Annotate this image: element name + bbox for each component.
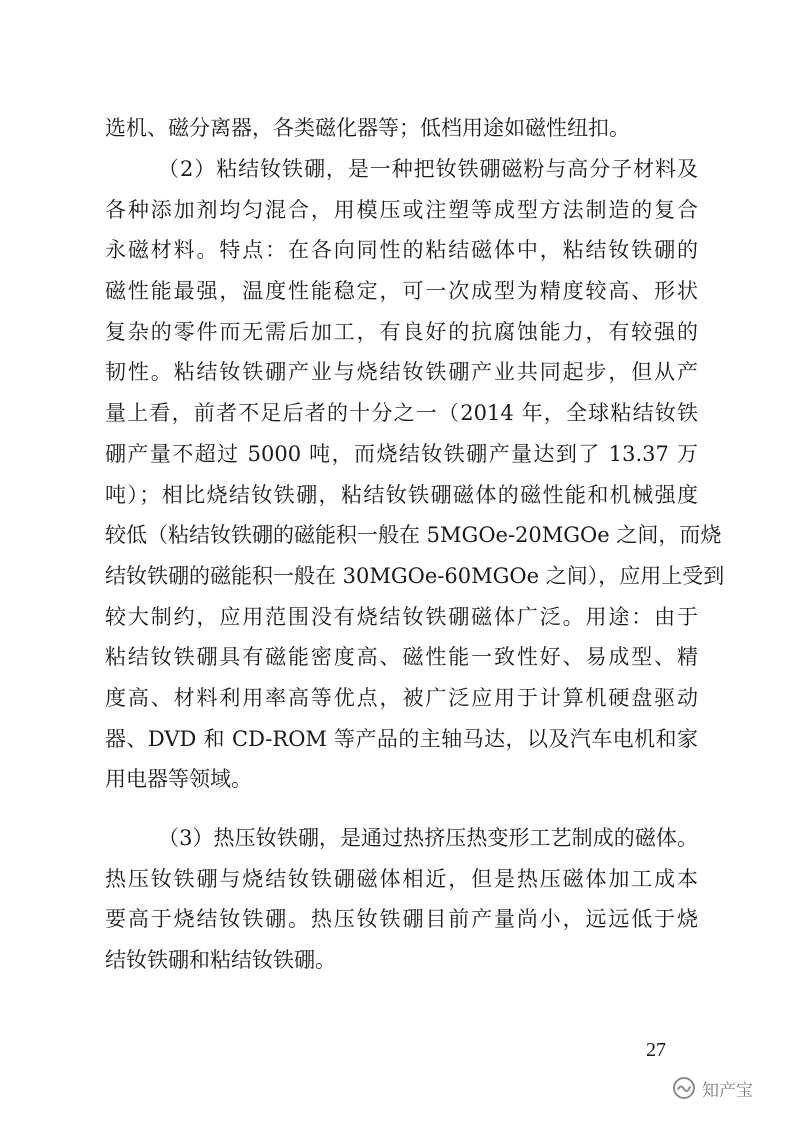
body-text-line: 韧性。粘结钕铁硼产业与烧结钕铁硼产业共同起步，但从产 xyxy=(105,360,698,384)
body-text-line: 用电器等领域。 xyxy=(105,767,252,791)
body-text-line: 度高、材料利用率高等优点，被广泛应用于计算机硬盘驱动 xyxy=(105,686,698,710)
body-text-line: 要高于烧结钕铁硼。热压钕铁硼目前产量尚小，远远低于烧 xyxy=(105,907,698,931)
body-text-line: 较低（粘结钕铁硼的磁能积一般在 5MGOe-20MGOe 之间，而烧 xyxy=(105,523,722,547)
watermark-text: 知产宝 xyxy=(702,1080,753,1101)
body-text-line: 吨）；相比烧结钕铁硼，粘结钕铁硼磁体的磁性能和机械强度 xyxy=(105,483,698,507)
body-text-line: 热压钕铁硼与烧结钕铁硼磁体相近，但是热压磁体加工成本 xyxy=(105,867,698,891)
body-text-line: 粘结钕铁硼具有磁能密度高、磁性能一致性好、易成型、精 xyxy=(105,645,698,669)
body-text-line: 永磁材料。特点：在各向同性的粘结磁体中，粘结钕铁硼的 xyxy=(105,238,698,262)
paragraph-2-first-line: （2）粘结钕铁硼，是一种把钕铁硼磁粉与高分子材料及 xyxy=(158,157,698,181)
paragraph-3-first-line: （3）热压钕铁硼，是通过热挤压热变形工艺制成的磁体。 xyxy=(158,826,698,850)
body-text-line: 较大制约，应用范围没有烧结钕铁硼磁体广泛。用途：由于 xyxy=(105,605,698,629)
body-text-line: 各种添加剂均匀混合，用模压或注塑等成型方法制造的复合 xyxy=(105,198,698,222)
body-text-line: 器、DVD 和 CD-ROM 等产品的主轴马达，以及汽车电机和家 xyxy=(105,727,698,751)
page-number: 27 xyxy=(646,1039,666,1061)
watermark xyxy=(672,1075,753,1101)
body-text-line: 磁性能最强，温度性能稳定，可一次成型为精度较高、形状 xyxy=(105,279,698,303)
body-text-line: 结钕铁硼和粘结钕铁硼。 xyxy=(105,948,336,972)
body-text-line: 硼产量不超过 5000 吨，而烧结钕铁硼产量达到了 13.37 万 xyxy=(105,442,698,466)
body-text-line: 复杂的零件而无需后加工，有良好的抗腐蚀能力，有较强的 xyxy=(105,320,698,344)
body-text-line: 选机、磁分离器，各类磁化器等；低档用途如磁性纽扣。 xyxy=(105,116,630,140)
wechat-channel-icon xyxy=(672,1076,696,1100)
body-text-line: 量上看，前者不足后者的十分之一（2014 年，全球粘结钕铁 xyxy=(105,401,698,425)
body-text-line: 结钕铁硼的磁能积一般在 30MGOe-60MGOe 之间），应用上受到 xyxy=(105,564,725,588)
